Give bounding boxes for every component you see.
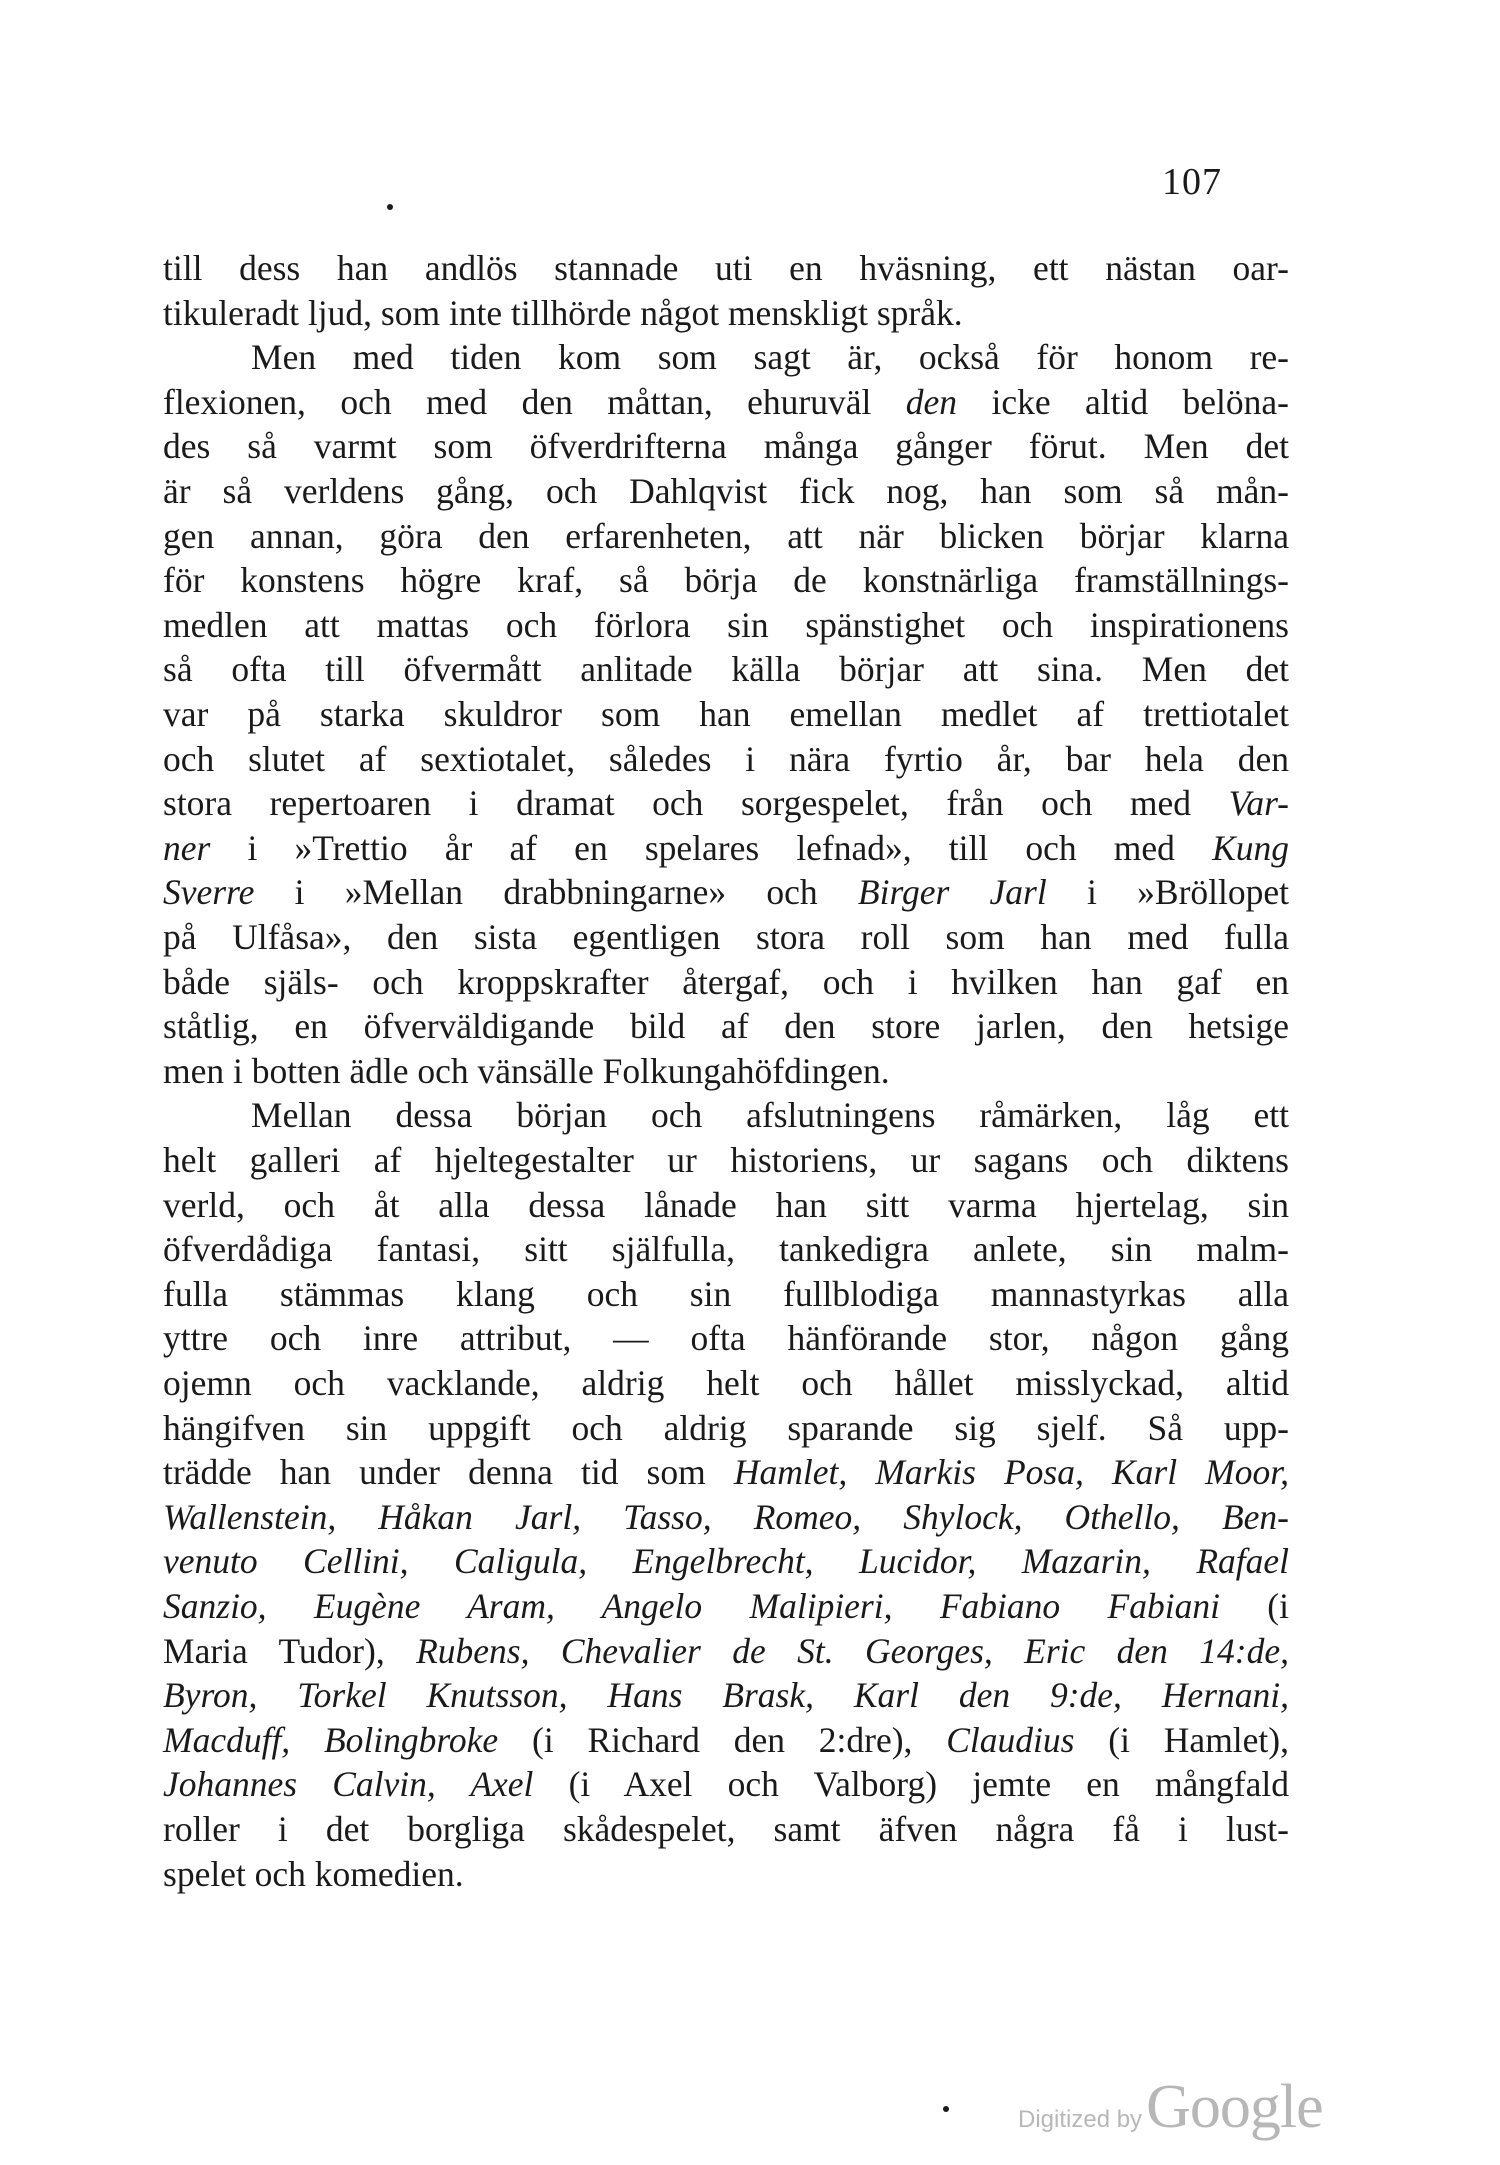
text-segment: (i Hamlet), bbox=[1074, 1719, 1289, 1760]
text-line bbox=[163, 603, 1289, 647]
text-segment: till dess han andlös stannade uti en hväsning, ett nästan oar- bbox=[163, 248, 1289, 288]
text-segment: trädde han under denna tid som bbox=[163, 1452, 734, 1493]
google-logo: Google bbox=[1146, 2073, 1323, 2141]
text-segment: men i botten ädle och vänsälle Folkungahöfdingen. bbox=[163, 1050, 890, 1091]
text-line bbox=[163, 1539, 1289, 1583]
text-line bbox=[163, 1361, 1289, 1405]
italic-text: ner bbox=[163, 827, 211, 868]
text-line bbox=[163, 737, 1289, 781]
text-segment: (i bbox=[1219, 1586, 1289, 1626]
text-segment: (i Axel och Valborg) jemte en mångfald bbox=[533, 1764, 1289, 1805]
text-segment: des så varmt som öfverdrifterna många gånger förut. Men det bbox=[163, 426, 1289, 467]
italic-text: venuto Cellini, Caligula, Engelbrecht, Lucidor, Mazarin, Rafael bbox=[163, 1541, 1289, 1582]
italic-text: Johannes Calvin, Axel bbox=[163, 1764, 534, 1805]
text-line bbox=[163, 1718, 1289, 1762]
text-line bbox=[163, 514, 1289, 558]
italic-text: Rubens, Chevalier de St. Georges, Eric den 14:de, bbox=[416, 1630, 1289, 1671]
italic-text: den bbox=[905, 381, 958, 422]
text-segment: öfverdådiga fantasi, sitt själfulla, tankedigra anlete, sin malm- bbox=[163, 1229, 1289, 1270]
italic-text: Byron, Torkel Knutsson, Hans Brask, Karl den 9:de, Hernani, bbox=[163, 1675, 1289, 1716]
italic-text: Birger Jarl bbox=[857, 872, 1047, 913]
italic-text: Wallenstein, Håkan Jarl, Tasso, Romeo, Shylock, Othello, Ben- bbox=[163, 1496, 1289, 1537]
italic-text: Claudius bbox=[946, 1719, 1075, 1760]
text-segment: fulla stämmas klang och sin fullblodiga mannastyrkas alla bbox=[163, 1273, 1289, 1314]
text-segment: i »Mellan drabbningarne» och bbox=[254, 872, 858, 913]
text-line bbox=[163, 1762, 1289, 1806]
text-line bbox=[163, 915, 1289, 959]
text-line bbox=[163, 826, 1289, 870]
text-segment: för konstens högre kraf, så börja de konstnärliga framställnings- bbox=[163, 560, 1289, 601]
page-number: 107 bbox=[1162, 161, 1222, 203]
text-line bbox=[163, 781, 1289, 825]
text-segment: Men med tiden kom som sagt är, också för honom re- bbox=[251, 337, 1289, 378]
digitized-watermark bbox=[1018, 2072, 1323, 2143]
text-segment: roller i det borgliga skådespelet, samt äfven några få i lust- bbox=[163, 1809, 1289, 1849]
text-segment: ståtlig, en öfverväldigande bild af den store jarlen, den hetsige bbox=[163, 1006, 1289, 1047]
text-line bbox=[163, 1227, 1289, 1271]
text-segment: på Ulfåsa», den sista egentligen stora roll som han med fulla bbox=[163, 917, 1289, 957]
text-segment: hängifven sin uppgift och aldrig sparande sig sjelf. Så upp- bbox=[163, 1407, 1289, 1448]
text-segment: så ofta till öfvermått anlitade källa börjar att sina. Men det bbox=[163, 649, 1289, 690]
italic-text: Var- bbox=[1228, 783, 1289, 824]
italic-text: Macduff, Bolingbroke bbox=[163, 1719, 499, 1760]
text-line bbox=[163, 1629, 1289, 1673]
text-segment: gen annan, göra den erfarenheten, att när blicken börjar klarna bbox=[163, 515, 1289, 556]
italic-text: Sanzio, Eugène Aram, Angelo Malipieri, Fabiano Fabiani bbox=[163, 1586, 1220, 1626]
ink-speck-top bbox=[387, 204, 393, 210]
text-segment: stora repertoaren i dramat och sorgespelet, från och med bbox=[163, 783, 1229, 824]
text-segment: spelet och komedien. bbox=[163, 1853, 464, 1894]
watermark-prefix: Digitized by bbox=[1018, 2106, 1143, 2133]
text-line bbox=[163, 1049, 1289, 1093]
text-segment: flexionen, och med den måttan, ehuruväl bbox=[163, 381, 906, 422]
text-line bbox=[163, 1450, 1289, 1494]
text-line bbox=[163, 1272, 1289, 1316]
text-line bbox=[163, 1093, 1289, 1137]
text-segment: Maria Tudor), bbox=[163, 1630, 417, 1671]
text-line bbox=[163, 1584, 1289, 1628]
text-line bbox=[163, 1316, 1289, 1360]
text-segment: och slutet af sextiotalet, således i nära fyrtio år, bar hela den bbox=[163, 738, 1289, 779]
text-segment: i »Bröllopet bbox=[1046, 872, 1289, 913]
text-segment: både själs- och kroppskrafter återgaf, och i hvilken han gaf en bbox=[163, 961, 1289, 1002]
text-segment: Mellan dessa början och afslutningens råmärken, låg ett bbox=[251, 1095, 1289, 1136]
text-line bbox=[163, 960, 1289, 1004]
text-line bbox=[163, 870, 1289, 914]
text-line bbox=[163, 1183, 1289, 1227]
text-segment: i »Trettio år af en spelares lefnad», till och med bbox=[210, 827, 1213, 868]
italic-text: Kung bbox=[1212, 827, 1289, 868]
text-line bbox=[163, 246, 1289, 290]
text-segment: tikuleradt ljud, som inte tillhörde något menskligt språk. bbox=[163, 292, 963, 333]
text-line bbox=[163, 469, 1289, 513]
text-line bbox=[163, 380, 1289, 424]
ink-speck-bottom bbox=[943, 2106, 949, 2112]
text-segment: (i Richard den 2:dre), bbox=[498, 1719, 947, 1760]
text-segment: yttre och inre attribut, — ofta hänförande stor, någon gång bbox=[163, 1318, 1289, 1359]
text-line bbox=[163, 1495, 1289, 1539]
text-segment: verld, och åt alla dessa lånade han sitt varma hjertelag, sin bbox=[163, 1184, 1289, 1225]
text-line bbox=[163, 1852, 1289, 1896]
italic-text: Sverre bbox=[163, 872, 255, 913]
italic-text: Hamlet, Markis Posa, Karl Moor, bbox=[733, 1452, 1290, 1493]
text-line bbox=[163, 291, 1289, 335]
text-line bbox=[163, 424, 1289, 468]
text-line bbox=[163, 1673, 1289, 1717]
text-line bbox=[163, 558, 1289, 602]
text-line bbox=[163, 1004, 1289, 1048]
text-line bbox=[163, 647, 1289, 691]
text-segment: var på starka skuldror som han emellan medlet af trettiotalet bbox=[163, 694, 1289, 734]
text-segment: medlen att mattas och förlora sin spänstighet och inspirationens bbox=[163, 604, 1289, 645]
text-line bbox=[163, 1138, 1289, 1182]
text-segment: är så verldens gång, och Dahlqvist fick nog, han som så mån- bbox=[163, 471, 1289, 511]
text-line bbox=[163, 335, 1289, 379]
text-segment: helt galleri af hjeltegestalter ur historiens, ur sagans och diktens bbox=[163, 1140, 1289, 1180]
text-line bbox=[163, 1406, 1289, 1450]
text-segment: ojemn och vacklande, aldrig helt och hållet misslyckad, altid bbox=[163, 1363, 1289, 1403]
text-line bbox=[163, 1807, 1289, 1851]
text-line bbox=[163, 692, 1289, 736]
text-segment: icke altid belöna- bbox=[957, 381, 1290, 422]
